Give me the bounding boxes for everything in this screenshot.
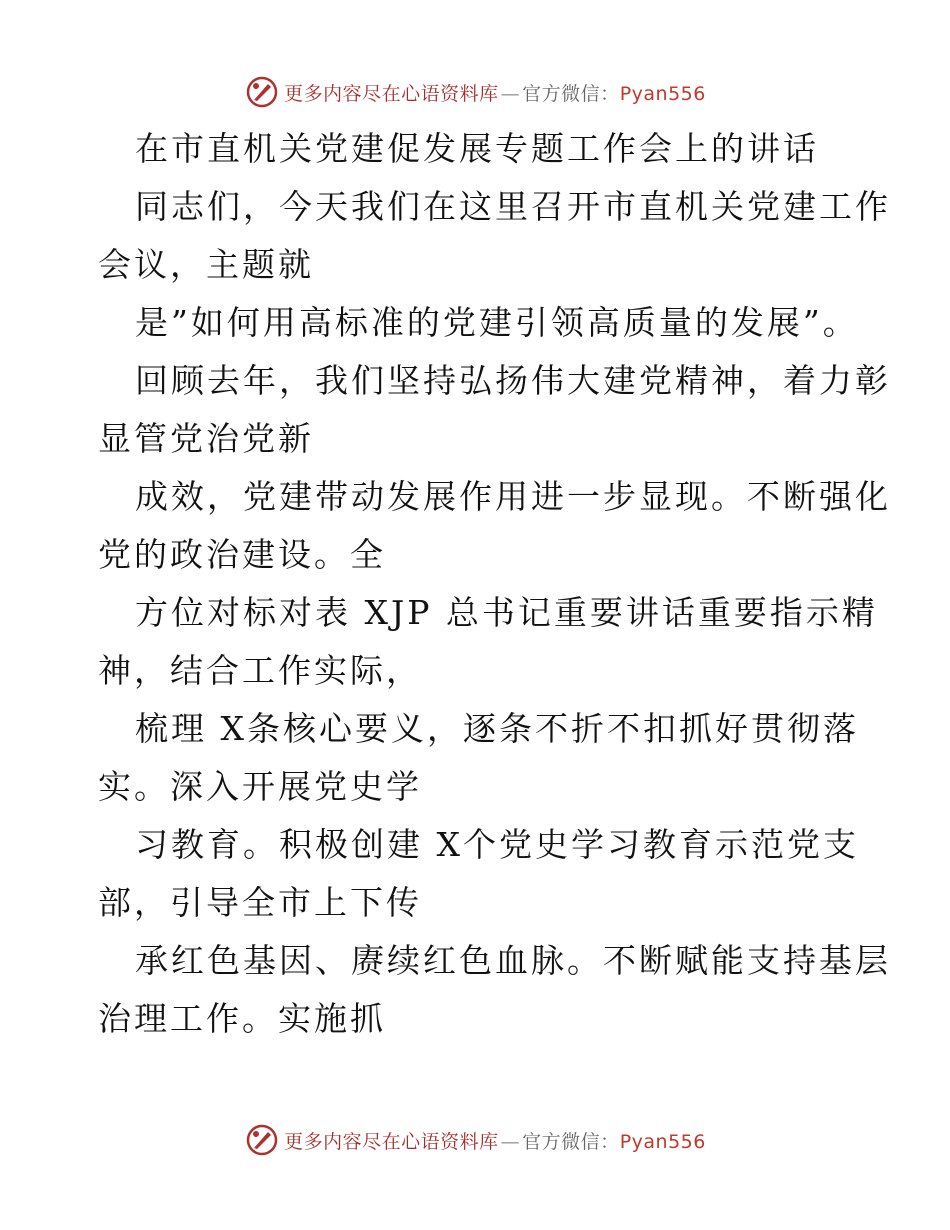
banner-dash: — bbox=[500, 82, 521, 105]
text-line: 部，引导全市上下传 bbox=[98, 883, 422, 922]
banner-wechat-id: Pyan556 bbox=[619, 1130, 706, 1153]
text-line: 成效，党建带动发展作用进一步显现。不断强化 bbox=[135, 477, 891, 516]
text-line: 是”如何用高标准的党建引领高质量的发展”。 bbox=[135, 303, 859, 342]
banner-brand: 更多内容尽在心语资料库 bbox=[284, 82, 499, 105]
banner-text bbox=[284, 1127, 706, 1154]
banner-wechat-id: Pyan556 bbox=[619, 82, 706, 105]
text-line: 会议，主题就 bbox=[98, 245, 314, 284]
banner-text bbox=[284, 79, 706, 106]
text-line: 党的政治建设。全 bbox=[98, 535, 386, 574]
banner-dash: — bbox=[500, 1130, 521, 1153]
text-line: 治理工作。实施抓 bbox=[98, 999, 386, 1038]
document-title: 在市直机关党建促发展专题工作会上的讲话 bbox=[135, 129, 819, 168]
text-line: 神，结合工作实际， bbox=[98, 651, 422, 690]
quill-logo-icon bbox=[244, 74, 280, 110]
text-line: 显管党治党新 bbox=[98, 419, 314, 458]
header-banner bbox=[0, 72, 950, 112]
banner-wechat-label: 官方微信： bbox=[522, 1130, 620, 1153]
quill-logo-icon bbox=[244, 1122, 280, 1158]
banner-wechat-label: 官方微信： bbox=[522, 82, 620, 105]
text-line: 同志们，今天我们在这里召开市直机关党建工作 bbox=[135, 187, 891, 226]
text-line: 习教育。积极创建 X个党史学习教育示范党支 bbox=[135, 825, 859, 864]
text-line: 实。深入开展党史学 bbox=[98, 767, 422, 806]
text-line: 回顾去年，我们坚持弘扬伟大建党精神，着力彰 bbox=[135, 361, 891, 400]
text-line: 承红色基因、赓续红色血脉。不断赋能支持基层 bbox=[135, 941, 891, 980]
banner-brand: 更多内容尽在心语资料库 bbox=[284, 1130, 499, 1153]
footer-banner bbox=[0, 1120, 950, 1160]
text-line: 梳理 X条核心要义，逐条不折不扣抓好贯彻落 bbox=[135, 709, 859, 748]
text-line: 方位对标对表 XJP 总书记重要讲话重要指示精 bbox=[135, 593, 878, 632]
